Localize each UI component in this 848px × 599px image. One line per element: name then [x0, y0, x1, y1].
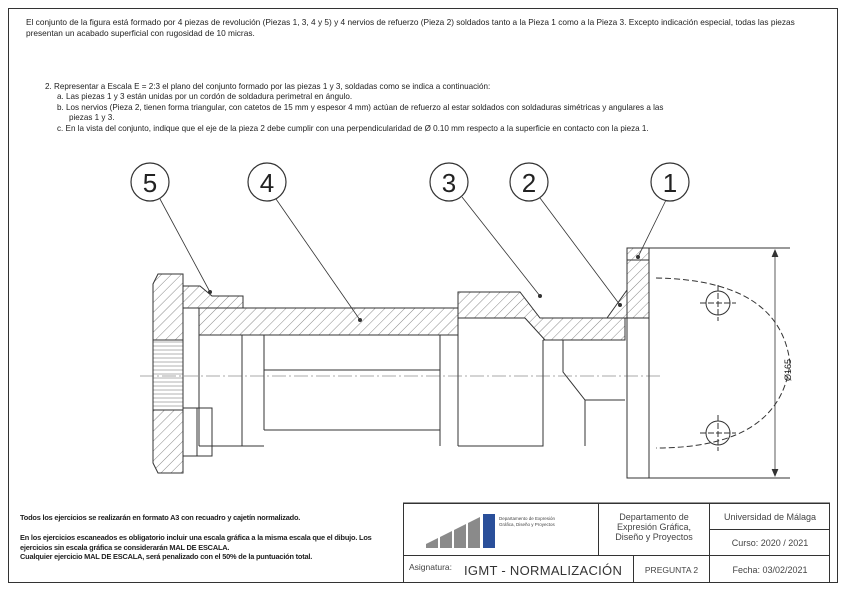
subject-cell [404, 556, 634, 582]
exercise-notes [20, 513, 400, 572]
department-line-3: Diseño y Proyectos [615, 532, 693, 542]
logo-cell [404, 504, 599, 556]
task-item-b-cont: piezas 1 y 3. [69, 113, 115, 123]
note-penalty: Cualquier ejercicio MAL DE ESCALA, será penalizado con el 50% de la puntuación total. [20, 552, 313, 562]
subject-name: IGMT - NORMALIZACIÓN [464, 563, 623, 578]
piece-2 [607, 290, 627, 318]
balloon-label-5: 5 [142, 168, 158, 198]
intro-text: El conjunto de la figura está formado por 4 piezas de revolución (Piezas 1, 3, 4 y 5) y 4 nervios de refuerzo (Pieza 2) soldados tanto a la Pieza 1 como a la Pieza 3. Excepto indicación especial, todas las piezas presentan un acabado superficial con rugosidad de 10 micras. [26, 17, 795, 38]
department-logo [404, 504, 599, 556]
department-line-2: Expresión Gráfica, [616, 522, 692, 532]
note-format: Todos los ejercicios se realizarán en formato A3 con recuadro y cajetín normalizado. [20, 513, 301, 522]
balloon-label-3: 3 [441, 168, 457, 198]
piece-3 [440, 292, 625, 446]
department-line-1: Departamento de [619, 512, 689, 522]
title-block [403, 503, 830, 583]
task-item-a: a. Las piezas 1 y 3 están unidas por un cordón de soldadura perimetral en ángulo. [57, 92, 353, 102]
university-cell: Universidad de Málaga [710, 504, 830, 530]
balloon-label-2: 2 [521, 168, 537, 198]
task-item-c: c. En la vista del conjunto, indique que el eje de la pieza 2 debe cumplir con una perpendicularidad de Ø 0.10 mm respecto a la superficie en contacto con la pieza 1. [57, 123, 649, 133]
course-cell: Curso: 2020 / 2021 [710, 530, 830, 556]
task-item-b: b. Los nervios (Pieza 2, tienen forma triangular, con catetos de 15 mm y espesor 4 mm) actúan de refuerzo al estar soldados con soldaduras simétricas y angulares a las [57, 102, 664, 112]
date-cell: Fecha: 03/02/2021 [732, 565, 808, 575]
dimension-diameter [772, 250, 778, 476]
piece-5 [153, 274, 243, 473]
department-cell [599, 504, 710, 556]
piece-1 [627, 248, 790, 478]
dimension-label: Ø165 [783, 358, 793, 382]
piece-4 [199, 308, 458, 446]
logo-text: Departamento de Expresión Gráfica, Diseño y Proyectos [499, 516, 556, 527]
task-heading: 2. Representar a Escala E = 2:3 el plano del conjunto formado por las piezas 1 y 3, soldadas como se indica a continuación: [45, 82, 491, 91]
balloon-label-1: 1 [662, 168, 678, 198]
note-scale: En los ejercicios escaneados es obligatorio incluir una escala gráfica a la misma escala que el dibujo. Los ejercicios sin escala gráfica se considerarán MAL DE ESCALA. [20, 532, 372, 552]
balloon-label-4: 4 [259, 168, 275, 198]
question-cell: PREGUNTA 2 [634, 556, 710, 582]
subject-label: Asignatura: [409, 562, 452, 572]
